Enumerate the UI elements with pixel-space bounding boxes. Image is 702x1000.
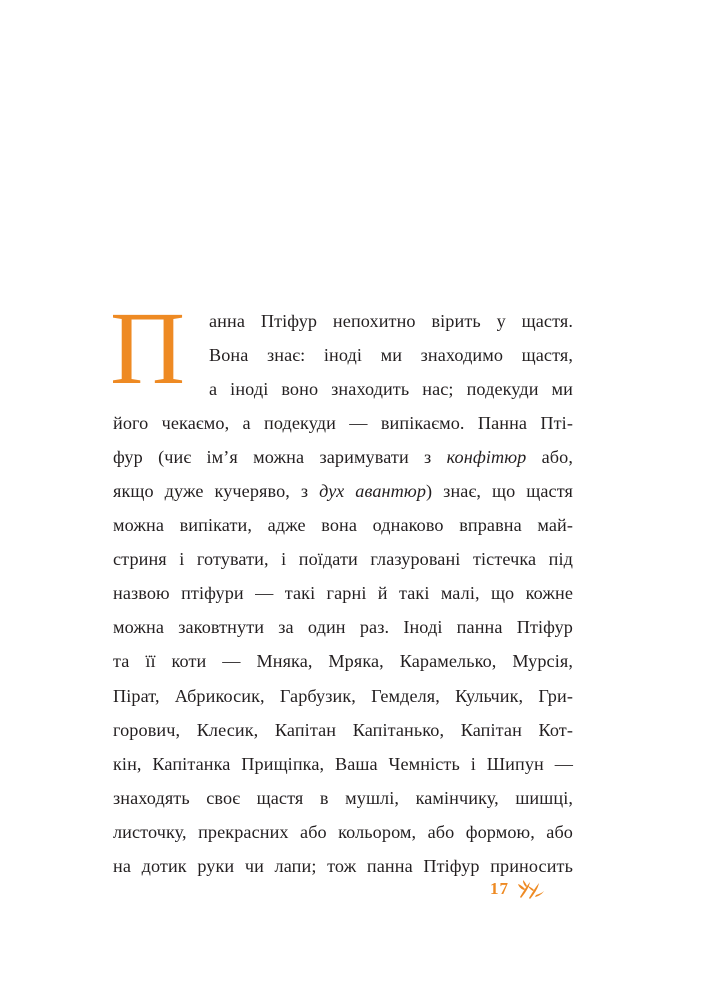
text-line-16: листочку, прекрасних або кольором, або формою, або (113, 821, 573, 842)
text-line-5-end: або, (526, 447, 573, 468)
text-line-14: кін, Капітанка Прищіпка, Ваша Чемність і Шипун — (113, 753, 573, 774)
text-line-12: Пірат, Абрикосик, Гарбузик, Гемделя, Кульчик, Гри- (113, 685, 573, 706)
body-paragraph (113, 304, 573, 883)
text-line-5-start: фур (чиє ім’я можна заримувати з (113, 447, 447, 468)
italic-phrase-adventure: дух авантюр (319, 481, 427, 502)
text-line-13: горович, Клесик, Капітан Капітанько, Капітан Кот- (113, 719, 573, 740)
text-line-7: можна випікати, адже вона однаково вправна май- (113, 515, 573, 536)
text-line-4: його чекаємо, а подекуди — випікаємо. Панна Пті- (113, 413, 573, 434)
text-line-17: на дотик руки чи лапи; тож панна Птіфур приносить (113, 855, 573, 876)
text-line-6 (113, 474, 573, 508)
page-number: 17 (490, 879, 509, 898)
text-line-6-start: якщо дуже кучеряво, з (113, 481, 320, 502)
text-line-3: а іноді воно знаходить нас; подекуди ми (209, 379, 573, 400)
text-line-8: стриня і готувати, і поїдати глазуровані тістечка під (113, 549, 573, 570)
text-line-1: анна Птіфур непохитно вірить у щастя. (209, 311, 573, 331)
page-footer (490, 874, 580, 904)
text-line-11: та її коти — Мняка, Мряка, Карамелько, Мурсія, (113, 651, 573, 672)
text-line-5 (113, 440, 573, 474)
text-line-2: Вона знає: іноді ми знаходимо щастя, (209, 345, 573, 366)
text-line-10: можна заковтнути за один раз. Іноді панна Птіфур (113, 617, 573, 638)
text-line-6-end: ) знає, що щастя (426, 481, 573, 502)
text-line-9: назвою птіфури — такі гарні й такі малі, що кожне (113, 583, 573, 604)
italic-word-confiture: конфітюр (446, 447, 527, 468)
text-line-15: знаходять своє щастя в мушлі, камінчику, шишці, (113, 787, 573, 808)
drop-cap-letter: П (110, 291, 186, 406)
laurel-ornament-icon (517, 878, 545, 900)
